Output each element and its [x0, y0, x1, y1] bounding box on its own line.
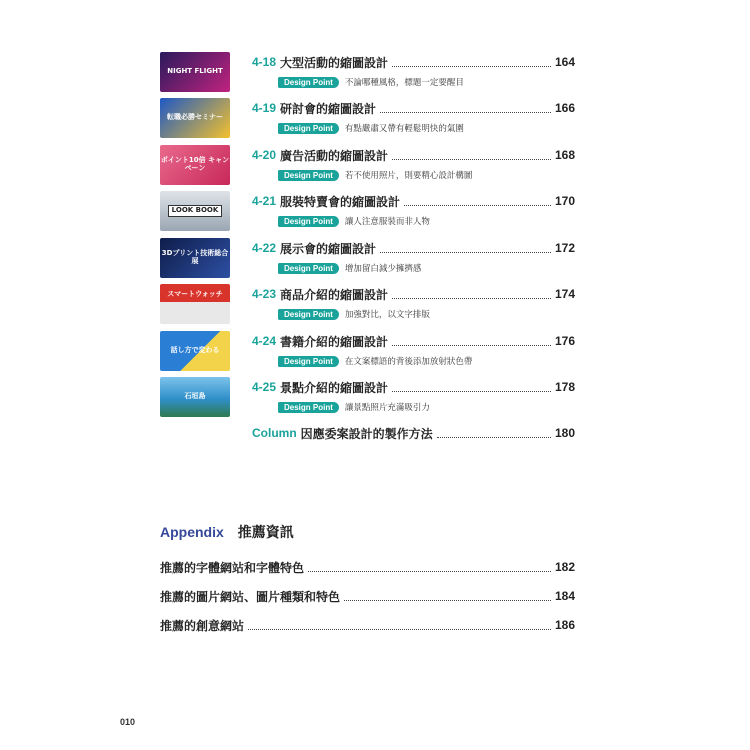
column-label: Column	[252, 426, 297, 440]
leader-dots	[392, 58, 551, 67]
toc-entry[interactable]	[160, 98, 580, 138]
page-number: 168	[554, 148, 575, 162]
toc-entry[interactable]	[160, 238, 580, 278]
leader-dots	[380, 104, 551, 113]
section-title: 研討會的縮圖設計	[280, 101, 377, 116]
thumbnail-text: スマートウォッチ	[167, 290, 223, 299]
leader-dots	[404, 197, 551, 206]
section-title: 景點介紹的縮圖設計	[280, 380, 389, 395]
thumbnail-text: 転職必勝セミナー	[167, 113, 223, 122]
section-title: 廣告活動的縮圖設計	[280, 148, 389, 163]
page-number: 176	[554, 334, 575, 348]
toc-entry[interactable]	[160, 377, 580, 417]
thumbnail-image	[160, 377, 230, 417]
section-number: 4-21	[252, 194, 277, 208]
leader-dots	[392, 337, 551, 346]
column-entry[interactable]	[252, 425, 575, 441]
recommendation-title: 推薦的創意網站	[160, 618, 245, 633]
appendix-title: 推薦資訊	[237, 525, 294, 541]
leader-dots	[380, 244, 551, 253]
section-number: 4-19	[252, 101, 277, 115]
thumbnail-image	[160, 52, 230, 92]
thumbnail-text: LOOK BOOK	[168, 205, 223, 217]
leader-dots	[392, 151, 551, 160]
page-number: 178	[554, 380, 575, 394]
thumbnail-text: 話し方で変わる	[170, 346, 220, 355]
leader-dots	[392, 290, 551, 299]
toc-entry[interactable]	[160, 331, 580, 371]
design-point-badge: Design Point	[278, 402, 339, 413]
design-point-text: 有點嚴肅又帶有輕鬆明快的氣圍	[344, 124, 464, 134]
leader-dots	[308, 563, 551, 572]
design-point-text: 增加留白減少擁擠感	[344, 264, 422, 274]
leader-dots	[437, 429, 551, 438]
section-number: 4-18	[252, 55, 277, 69]
design-point-text: 不論哪種風格，標題一定要醒目	[344, 78, 464, 88]
toc-entry[interactable]	[160, 145, 580, 185]
page-number: 184	[554, 589, 575, 603]
design-point-badge: Design Point	[278, 123, 339, 134]
section-number: 4-22	[252, 241, 277, 255]
thumbnail-text: 石垣島	[184, 392, 206, 401]
thumbnail-text: ポイント10倍 キャンペーン	[160, 156, 230, 172]
page-number: 180	[554, 426, 575, 440]
recommendation-title: 推薦的圖片網站、圖片種類和特色	[160, 589, 341, 604]
section-number: 4-20	[252, 148, 277, 162]
recommendation-entry[interactable]	[160, 617, 575, 633]
section-number: 4-24	[252, 334, 277, 348]
page-number: 166	[554, 101, 575, 115]
recommendation-entry[interactable]	[160, 559, 575, 575]
thumbnail-image	[160, 284, 230, 324]
design-point-badge: Design Point	[278, 216, 339, 227]
section-number: 4-23	[252, 287, 277, 301]
design-point-text: 讓人注意服裝而非人物	[344, 217, 430, 227]
toc-entry[interactable]	[160, 191, 580, 231]
section-title: 展示會的縮圖設計	[280, 241, 377, 256]
page-number: 172	[554, 241, 575, 255]
thumbnail-text: 3Dプリント技術総合展	[161, 249, 229, 265]
thumbnail-image	[160, 331, 230, 371]
design-point-text: 讓景點照片充滿吸引力	[344, 403, 430, 413]
design-point-badge: Design Point	[278, 263, 339, 274]
toc-entry[interactable]	[160, 52, 580, 92]
leader-dots	[344, 592, 551, 601]
section-number: 4-25	[252, 380, 277, 394]
thumbnail-text: NIGHT FLIGHT	[167, 67, 223, 76]
page-number: 182	[554, 560, 575, 574]
toc-entry[interactable]	[160, 284, 580, 324]
design-point-badge: Design Point	[278, 309, 339, 320]
design-point-badge: Design Point	[278, 170, 339, 181]
design-point-text: 加強對比，以文字排版	[344, 310, 430, 320]
column-title: 因應委案設計的製作方法	[300, 426, 433, 441]
appendix-label: Appendix	[160, 524, 224, 540]
design-point-text: 在文案標語的背後添加放射狀色帶	[344, 357, 473, 367]
section-title: 商品介紹的縮圖設計	[280, 287, 389, 302]
recommendation-title: 推薦的字體網站和字體特色	[160, 560, 305, 575]
page-number: 164	[554, 55, 575, 69]
leader-dots	[392, 383, 551, 392]
thumbnail-image	[160, 191, 230, 231]
page-number: 170	[554, 194, 575, 208]
thumbnail-image	[160, 145, 230, 185]
leader-dots	[248, 621, 551, 630]
section-title: 大型活動的縮圖設計	[280, 55, 389, 70]
design-point-text: 若不使用照片，則要精心設計構圖	[344, 171, 473, 181]
appendix-heading	[160, 522, 294, 542]
design-point-badge: Design Point	[278, 77, 339, 88]
design-point-badge: Design Point	[278, 356, 339, 367]
page-folio: 010	[120, 717, 136, 727]
page-number: 186	[554, 618, 575, 632]
recommendation-entry[interactable]	[160, 588, 575, 604]
section-title: 服裝特賣會的縮圖設計	[280, 194, 401, 209]
section-title: 書籍介紹的縮圖設計	[280, 334, 389, 349]
thumbnail-image	[160, 238, 230, 278]
page-number: 174	[554, 287, 575, 301]
thumbnail-image	[160, 98, 230, 138]
